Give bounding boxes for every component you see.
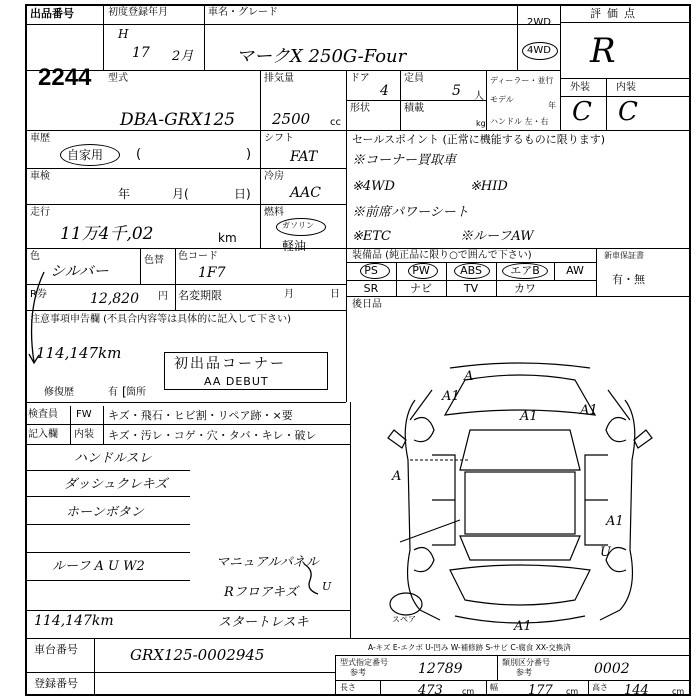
category-value: 0002 (594, 661, 630, 677)
rule (25, 638, 691, 639)
chassis-value: GRX125-0002945 (130, 646, 265, 664)
type-cert-value: 12789 (418, 661, 463, 677)
color-code-label: 色コード (178, 251, 218, 262)
history-value: 自家用 (67, 148, 104, 162)
interior-label: 内装 (616, 82, 636, 93)
history-paren: ( (136, 147, 142, 162)
interior-value: C (618, 97, 638, 127)
note-5: マニュアルパネル (216, 555, 319, 570)
rule (588, 680, 589, 696)
type-cert-ref: 参考 (350, 668, 366, 677)
repair-location: 箇所 (126, 387, 146, 398)
rule (346, 296, 691, 297)
drive-2wd: 2WD (527, 17, 551, 28)
notes-label: 注意事項申告欄 (不具合内容等は具体的に記入して下さい) (30, 314, 291, 325)
note-2: ダッシュクレキズ (64, 477, 168, 492)
rule (25, 130, 691, 131)
rule (606, 78, 607, 130)
rule (25, 552, 190, 553)
diag-mark-1: A (464, 369, 474, 384)
sales-point-5: ※ETC (352, 229, 391, 244)
rule (25, 672, 335, 673)
debut-line1: 初出品コーナー (174, 356, 286, 372)
diag-mark-6: U (600, 545, 611, 560)
inspection-year: 年 (118, 187, 131, 201)
rule (517, 4, 518, 70)
height-value: 144 (624, 683, 649, 698)
inspector-label: 検査員 (28, 409, 58, 420)
eq-abs: ABS (460, 264, 482, 277)
repair-value: 有 (108, 387, 118, 398)
car-diagram (370, 360, 670, 640)
color-value: シルバー (50, 262, 109, 280)
sales-point-6: ※ルーフAW (460, 229, 534, 244)
rule (486, 70, 487, 130)
fuel-label: 燃料 (264, 207, 284, 218)
shift-value: FAT (290, 149, 318, 165)
eq-airbag: エアB (510, 264, 540, 277)
rule (25, 284, 346, 285)
diag-mark-3: A1 (580, 403, 598, 418)
load-label: 積載 (404, 103, 424, 114)
rule (70, 406, 71, 444)
rule (25, 524, 190, 525)
entry-label: 記入欄 (28, 429, 58, 440)
sales-point-1: ※コーナー買取車 (352, 153, 457, 168)
diagram-legend: A-キズ E-エクボ U-凹み W-補修跡 S-サビ C-腐食 XX-交換済 (368, 643, 571, 652)
doors-label: ドア (350, 73, 370, 84)
displacement-label: 排気量 (264, 73, 294, 84)
eq-ps: PS (364, 264, 378, 277)
width-unit: cm (566, 687, 579, 696)
after-label: 後日品 (352, 299, 382, 310)
model-year-unit: 年 (548, 101, 556, 110)
rule (260, 70, 261, 130)
shape-label: 形状 (350, 103, 370, 114)
eq-aw: AW (566, 264, 584, 277)
ac-label: 冷房 (264, 171, 284, 182)
type-cert-label: 型式指定番号 (340, 658, 388, 667)
diag-mark-4: A (392, 469, 402, 484)
fuel-value2: 軽油 (282, 239, 307, 253)
color-code-value: 1F7 (198, 265, 226, 281)
era-value: H (118, 27, 129, 41)
height-label: 高さ (592, 683, 608, 692)
rule (560, 78, 691, 79)
type-value: DBA-GRX125 (120, 110, 236, 130)
shift-label: シフト (264, 133, 294, 144)
rule (94, 638, 95, 696)
color-label: 色 (30, 251, 40, 262)
note-3: ホーンボタン (66, 505, 144, 520)
debut-line2: AA DEBUT (204, 375, 269, 388)
capacity-unit: 人 (474, 91, 484, 102)
lot-number: 2244 (38, 64, 92, 91)
name-change-label: 名変期限 (178, 289, 222, 302)
length-unit: cm (462, 687, 475, 696)
displacement-unit: cc (330, 117, 341, 128)
rule (560, 22, 691, 23)
diag-mark-5: A1 (606, 514, 624, 529)
note-4: ルーフ A U W2 (52, 559, 145, 574)
rule (140, 248, 141, 284)
rule (25, 402, 346, 403)
interior-items: キズ・汚レ・コゲ・穴・タバ・キレ・破レ (108, 429, 317, 442)
reg-label: 登録番号 (34, 677, 78, 690)
displacement-value: 2500 (272, 110, 311, 128)
rule (260, 130, 261, 248)
rule (25, 610, 350, 611)
rule (497, 655, 498, 680)
rule (25, 580, 190, 581)
rule (25, 444, 350, 445)
fw-items: キズ・飛石・ヒビ割・リペア跡・×要 (108, 409, 293, 422)
rule (25, 424, 350, 425)
rule (380, 680, 381, 696)
diag-mark-7: A1 (514, 619, 532, 634)
rule (103, 406, 104, 444)
length-value: 473 (418, 683, 443, 698)
car-name: マークX 250G-Four (236, 46, 407, 67)
rule (25, 470, 190, 471)
history-paren-close: ) (246, 147, 252, 162)
note-7: 114,147km (34, 613, 114, 629)
height-unit: cm (672, 687, 685, 696)
name-change-month: 月 (284, 289, 294, 300)
dealer-label: ディーラー・並行 (490, 76, 554, 85)
name-change-day: 日 (330, 289, 340, 300)
rule (486, 680, 487, 696)
rule (346, 100, 486, 101)
repair-bracket: [ (122, 385, 127, 399)
category-label: 類別区分番号 (502, 658, 550, 667)
recycle-label: R券 (30, 289, 47, 300)
exterior-label: 外装 (570, 82, 590, 93)
sales-point-2: ※4WD (352, 179, 395, 194)
notes-value: 114,147km (36, 344, 122, 362)
type-label: 型式 (108, 73, 128, 84)
rule (350, 402, 351, 444)
eq-leather: カワ (514, 282, 536, 295)
note-6: Rフロアキズ (224, 585, 299, 600)
handle-label: ハンドル 左・右 (490, 117, 549, 126)
exterior-value: C (572, 97, 592, 127)
category-ref: 参考 (516, 668, 532, 677)
rule (596, 248, 597, 296)
rule (103, 4, 104, 70)
rule (25, 70, 560, 71)
load-unit: kg (476, 119, 486, 128)
diag-mark-2: A1 (520, 409, 538, 424)
sales-points-label: セールスポイント (正常に機能するものに限ります) (352, 133, 606, 146)
eval-value: R (590, 31, 616, 71)
rule (335, 655, 691, 656)
eq-sr: SR (363, 282, 379, 295)
drive-4wd: 4WD (527, 45, 551, 56)
sales-point-4: ※前席パワーシート (352, 205, 469, 220)
rule (346, 248, 691, 249)
eq-navi: ナビ (410, 282, 432, 295)
repaint-label: 色替 (144, 255, 164, 266)
rule (175, 248, 176, 310)
fw-label: FW (76, 409, 92, 420)
note-brace (300, 560, 340, 600)
recycle-unit: 円 (158, 291, 168, 302)
width-value: 177 (528, 683, 553, 698)
mileage-unit: km (218, 231, 237, 245)
width-label: 幅 (490, 683, 498, 692)
fuel-value: ガソリン (282, 221, 314, 230)
recycle-value: 12,820 (90, 291, 139, 307)
capacity-value: 5 (452, 83, 461, 99)
inspection-month: 月( (172, 187, 189, 201)
svg-text:U: U (322, 580, 332, 593)
rule (350, 444, 351, 638)
exhibit-no-label: 出品番号 (30, 7, 74, 20)
interior-row-label: 内装 (74, 429, 94, 440)
model-year-label: モデル (490, 95, 514, 104)
ac-value: AAC (290, 185, 321, 201)
rule (25, 310, 346, 311)
note-1: ハンドルスレ (74, 451, 152, 466)
year-value: 17 (132, 45, 150, 61)
rule (335, 680, 691, 681)
diag-mark-8: A1 (442, 389, 460, 404)
repair-label: 修復歴 (44, 387, 74, 398)
warranty-value: 有・無 (612, 273, 645, 286)
rule (204, 4, 205, 70)
eval-label: 評価点 (590, 7, 641, 20)
history-label: 車歴 (30, 133, 50, 144)
inspection-day: 日) (234, 187, 251, 201)
mileage-label: 走行 (30, 207, 50, 218)
spare-label: スペア (392, 615, 416, 624)
doors-value: 4 (380, 83, 389, 99)
notes-arrow (26, 270, 56, 370)
eq-pw: PW (412, 264, 430, 277)
rule (346, 280, 596, 281)
eq-tv: TV (463, 282, 479, 295)
length-label: 長さ (340, 683, 356, 692)
rule (25, 496, 190, 497)
capacity-label: 定員 (404, 73, 424, 84)
inspection-label: 車検 (30, 171, 50, 182)
rule (260, 168, 346, 169)
rule (335, 655, 336, 696)
month-value: 2月 (172, 49, 194, 64)
note-8: スタートレスキ (218, 615, 309, 630)
mileage-value: 11万4千,02 (60, 224, 154, 244)
sales-point-3: ※HID (470, 179, 508, 194)
equipment-label: 装備品 (純正品に限り○で囲んで下さい) (352, 250, 532, 261)
model-name-label: 車名・グレード (208, 7, 278, 18)
rule (25, 204, 346, 205)
first-reg-label: 初度登録年月 (108, 7, 168, 18)
warranty-label: 新車保証書 (604, 251, 644, 260)
chassis-label: 車台番号 (34, 643, 78, 656)
rule (25, 24, 560, 25)
